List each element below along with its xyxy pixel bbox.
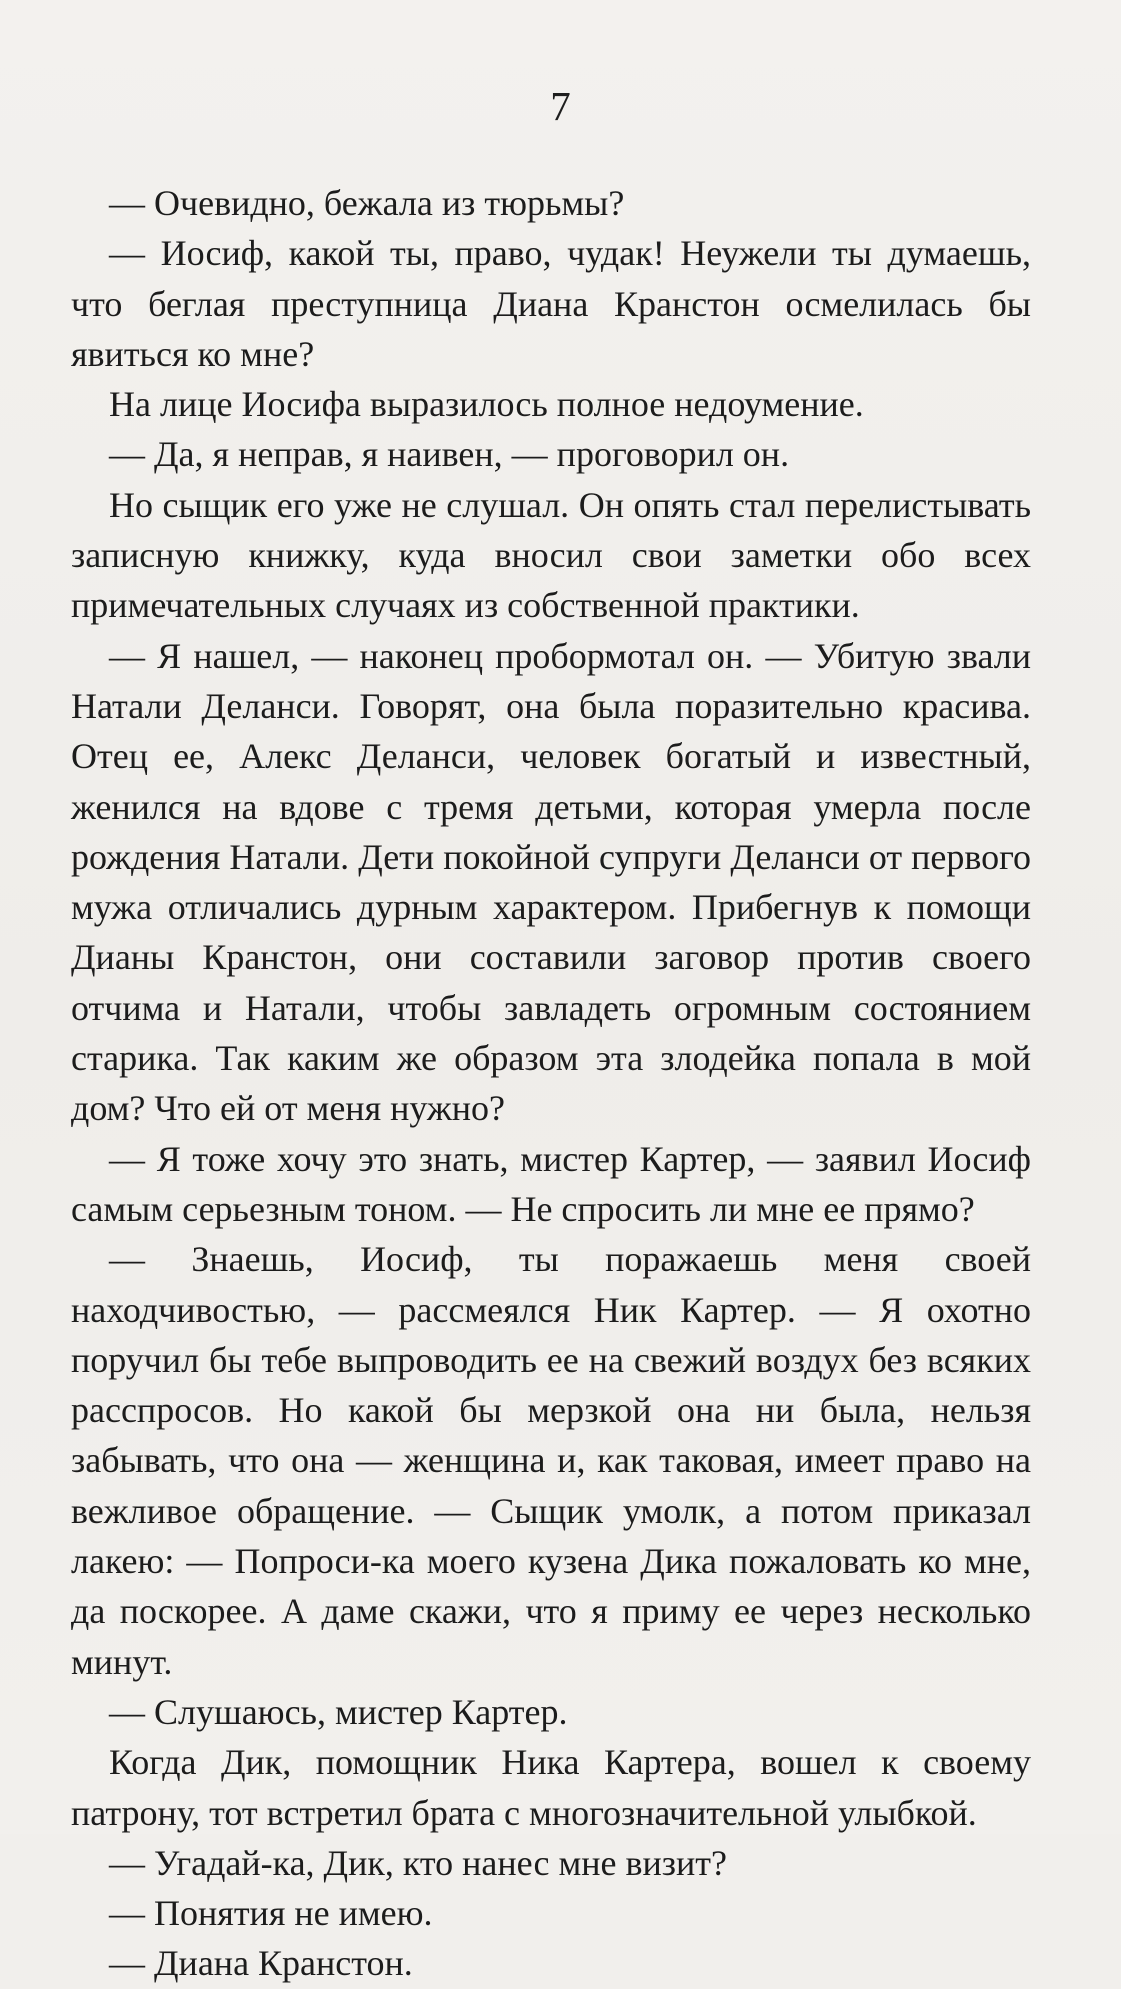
paragraph: — Слушаюсь, мистер Картер. (109, 1691, 568, 1732)
paragraph: — Да, я неправ, я наивен, — проговорил он. (109, 434, 790, 475)
body-text (71, 178, 1031, 1989)
paragraph: — Очевидно, бежала из тюрьмы? (109, 183, 625, 223)
paragraph: — Иосиф, какой ты, право, чудак! Неужели ты думаешь, что беглая преступница Диана Кранстон осмелилась бы явиться ко мне? (71, 233, 1031, 374)
paragraph: Но сыщик его уже не слушал. Он опять стал перелистывать записную книжку, куда вносил свои заметки обо всех примечательных случаях из собственной практики. (71, 484, 1031, 626)
page-number: 7 (550, 83, 571, 129)
paragraph: — Я тоже хочу это знать, мистер Картер, — заявил Иосиф самым серьезным тоном. — Не спросить ли мне ее прямо? (71, 1138, 1031, 1229)
paragraph: — Я нашел, — наконец пробормотал он. — Убитую звали Натали Деланси. Говорят, она была поразительно красива. Отец ее, Алекс Деланси, человек богатый и известный, женился на вдове с тремя детьми, которая умерла после рождения Натали. Дети покойной супруги Деланси от первого мужа отличались дурным характером. Прибегнув к помощи Дианы Кранстон, они составили заговор против своего отчима и Натали, чтобы завладеть огромным состоянием старика. Так каким же образом эта злодейка попала в мой дом? Что ей от меня нужно? (71, 635, 1031, 1129)
paragraph: На лице Иосифа выразилось полное недоумение. (109, 384, 864, 425)
paragraph: — Угадай-ка, Дик, кто нанес мне визит? (109, 1842, 727, 1883)
paragraph: — Диана Кранстон. (109, 1943, 413, 1984)
paragraph: — Понятия не имею. (109, 1893, 433, 1934)
paragraph: Когда Дик, помощник Ника Картера, вошел к своему патрону, тот встретил брата с многозначительной улыбкой. (71, 1742, 1031, 1833)
paragraph: — Знаешь, Иосиф, ты поражаешь меня своей находчивостью, — рассмеялся Ник Картер. — Я охотно поручил бы тебе выпроводить ее на свежий воздух без всяких расспросов. Но какой бы мерзкой она ни была, нельзя забывать, что она — женщина и, как таковая, имеет право на вежливое обращение. — Сыщик умолк, а потом приказал лакею: — Попроси-ка моего кузена Дика пожаловать ко мне, да поскорее. А даме скажи, что я приму ее через несколько минут. (71, 1239, 1031, 1682)
